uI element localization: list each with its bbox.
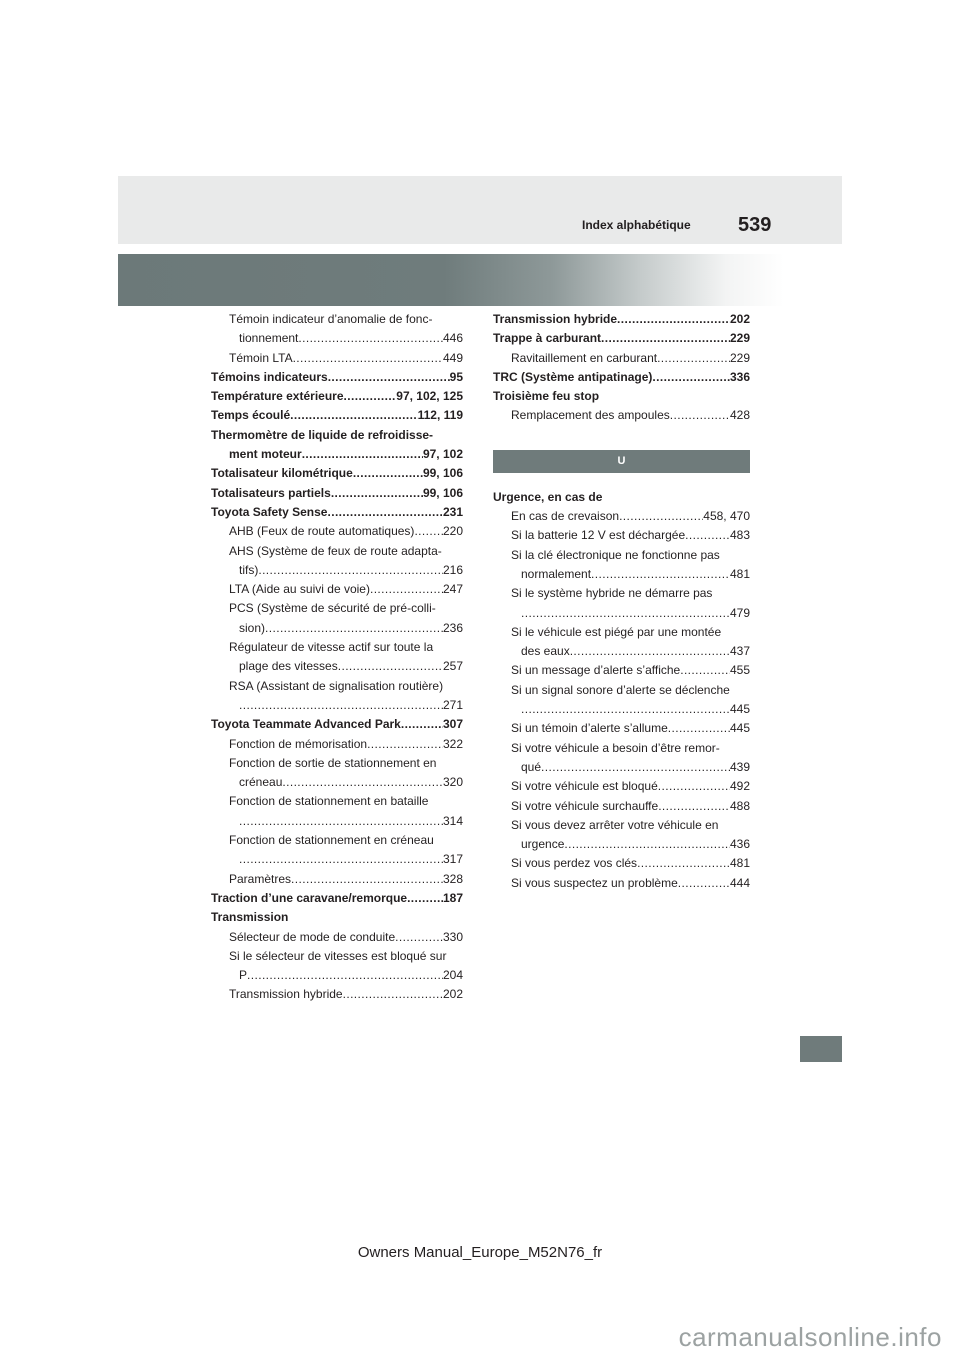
dot-leader <box>414 522 443 541</box>
index-entry <box>211 985 463 1004</box>
entry-term: Totalisateurs partiels <box>211 485 331 500</box>
dot-leader <box>619 507 703 526</box>
entry-term: sion) <box>239 620 266 635</box>
entry-term: Régulateur de vitesse actif sur toute la <box>229 640 434 655</box>
index-entry <box>493 507 750 526</box>
index-entry <box>493 816 750 835</box>
index-entry <box>211 426 463 445</box>
dot-leader <box>570 642 730 661</box>
entry-page-ref: 458, 470 <box>703 509 750 524</box>
dot-leader <box>353 464 423 483</box>
dot-leader <box>338 657 443 676</box>
index-entry <box>211 484 463 503</box>
entry-page-ref: 229 <box>729 350 750 365</box>
dot-leader <box>331 484 423 503</box>
entry-page-ref: 436 <box>729 837 750 852</box>
index-entry <box>493 719 750 738</box>
dot-leader <box>591 565 730 584</box>
dot-leader <box>685 526 730 545</box>
entry-term: créneau <box>239 775 283 790</box>
index-entry <box>211 754 463 773</box>
entry-page-ref: 202 <box>442 987 463 1002</box>
dot-leader <box>564 835 730 854</box>
dot-leader <box>282 773 443 792</box>
entry-page-ref: 483 <box>729 528 750 543</box>
dot-leader <box>239 850 443 869</box>
index-entry <box>493 700 750 719</box>
entry-page-ref: 449 <box>442 350 463 365</box>
index-entry <box>493 758 750 777</box>
page-header-band <box>118 176 842 244</box>
entry-term: Si vous perdez vos clés <box>511 856 638 871</box>
entry-page-ref: 307 <box>442 717 463 732</box>
entry-page-ref: 99, 106 <box>422 466 463 481</box>
index-entry <box>493 546 750 565</box>
dot-leader <box>265 619 443 638</box>
dot-leader <box>407 889 443 908</box>
entry-page-ref: 112, 119 <box>417 408 463 423</box>
entry-term: Trappe à carburant <box>493 331 602 346</box>
dot-leader <box>293 349 443 368</box>
entry-page-ref: 202 <box>729 312 750 326</box>
entry-term: Fonction de stationnement en bataille <box>229 794 429 809</box>
entry-page-ref: 330 <box>442 929 463 944</box>
dot-leader <box>370 580 443 599</box>
header-gradient-band <box>118 254 842 306</box>
dot-leader <box>601 329 730 348</box>
entry-term: plage des vitesses <box>239 659 338 674</box>
manual-footer: Owners Manual_Europe_M52N76_fr <box>357 1244 603 1261</box>
dot-leader <box>617 310 730 329</box>
entry-term: Fonction de sortie de stationnement en <box>229 755 437 770</box>
entry-page-ref: 479 <box>729 605 750 620</box>
entry-term: Si le sélecteur de vitesses est bloqué sur <box>229 948 447 963</box>
dot-leader <box>670 406 730 425</box>
entry-page-ref: 220 <box>442 524 463 539</box>
entry-page-ref: 322 <box>442 736 463 751</box>
index-entry <box>493 777 750 796</box>
entry-page-ref: 481 <box>729 856 750 871</box>
entry-term: normalement <box>521 566 592 581</box>
entry-page-ref: 229 <box>729 331 750 346</box>
index-entry <box>211 696 463 715</box>
letter-section-header: U <box>493 450 750 473</box>
entry-page-ref: 95 <box>449 369 463 384</box>
index-entry <box>493 329 750 348</box>
entry-term: RSA (Assistant de signalisation routière) <box>229 678 444 693</box>
index-entry <box>211 715 463 734</box>
entry-term: Si vous devez arrêter votre véhicule en <box>511 817 719 832</box>
index-entry <box>211 561 463 580</box>
entry-term: Transmission hybride <box>493 312 618 326</box>
index-entry <box>211 406 463 425</box>
entry-term: Si votre véhicule a besoin d’être remor- <box>511 740 720 755</box>
entry-page-ref: 257 <box>442 659 463 674</box>
index-entry <box>211 464 463 483</box>
dot-leader <box>652 368 730 387</box>
dot-leader <box>367 735 443 754</box>
index-entry <box>211 735 463 754</box>
index-entry <box>211 599 463 618</box>
entry-term: Si la clé électronique ne fonctionne pas <box>511 547 720 562</box>
entry-page-ref: 328 <box>442 871 463 886</box>
entry-term: Transmission hybride <box>229 987 343 1002</box>
dot-leader <box>395 928 443 947</box>
entry-page-ref: 446 <box>442 331 463 346</box>
index-entry <box>493 623 750 642</box>
entry-term: Paramètres <box>229 871 292 886</box>
entry-page-ref: 231 <box>442 504 463 519</box>
dot-leader <box>327 503 442 522</box>
entry-page-ref: 216 <box>442 562 463 577</box>
index-entry <box>211 310 463 329</box>
dot-leader <box>291 870 443 889</box>
index-entry <box>211 638 463 657</box>
page-number: 539 <box>738 214 772 236</box>
entry-term: Si le système hybride ne démarre pas <box>511 586 713 601</box>
entry-term: Toyota Safety Sense <box>211 504 328 519</box>
index-entry <box>211 870 463 889</box>
index-entry <box>211 657 463 676</box>
entry-page-ref: 317 <box>442 852 463 867</box>
entry-term: Fonction de mémorisation <box>229 736 368 751</box>
entry-page-ref: 236 <box>442 620 463 635</box>
index-column-left <box>211 310 463 1005</box>
dot-leader <box>678 874 730 893</box>
dot-leader <box>637 854 730 873</box>
entry-page-ref: 314 <box>442 813 463 828</box>
index-entry <box>211 445 463 464</box>
entry-page-ref: 99, 106 <box>422 485 463 500</box>
dot-leader <box>343 985 443 1004</box>
entry-term: LTA (Aide au suivi de voie) <box>229 582 370 597</box>
entry-page-ref: 97, 102, 125 <box>396 389 463 404</box>
dot-leader <box>258 561 443 580</box>
entry-page-ref: 481 <box>729 566 750 581</box>
index-entry <box>211 908 463 927</box>
chapter-tab-marker <box>800 1036 842 1062</box>
index-group-t <box>493 310 750 426</box>
dot-leader <box>247 966 443 985</box>
dot-leader <box>401 715 443 734</box>
entry-term: Si votre véhicule est bloqué <box>511 779 658 794</box>
index-entry <box>211 773 463 792</box>
entry-term: Totalisateur kilométrique <box>211 466 353 481</box>
index-entry <box>211 889 463 908</box>
entry-page-ref: 320 <box>442 775 463 790</box>
dot-leader <box>657 349 730 368</box>
entry-page-ref: 437 <box>729 644 750 659</box>
entry-term: Temps écoulé <box>211 408 291 423</box>
index-entry <box>211 542 463 561</box>
index-entry <box>211 368 463 387</box>
index-entry <box>493 368 750 387</box>
entry-term: Si vous suspectez un problème <box>511 875 678 890</box>
dot-leader <box>290 406 417 425</box>
index-entry <box>493 584 750 603</box>
index-entry <box>211 522 463 541</box>
entry-term: Si la batterie 12 V est déchargée <box>511 528 686 543</box>
index-entry <box>493 681 750 700</box>
index-entry <box>493 488 750 507</box>
entry-term: Si un signal sonore d’alerte se déclenche <box>511 682 730 697</box>
index-entry <box>211 792 463 811</box>
index-entry <box>211 619 463 638</box>
entry-term: ment moteur <box>229 447 302 462</box>
entry-page-ref: 445 <box>729 702 750 717</box>
entry-term: Témoin indicateur d’anomalie de fonc- <box>229 312 433 326</box>
index-entry <box>211 349 463 368</box>
entry-page-ref: 247 <box>442 582 463 597</box>
index-entry <box>211 387 463 406</box>
entry-term: Remplacement des ampoules <box>511 408 670 423</box>
entry-term: Fonction de stationnement en créneau <box>229 833 434 848</box>
index-entry <box>493 565 750 584</box>
entry-term: urgence <box>521 837 565 852</box>
index-entry <box>493 854 750 873</box>
index-entry <box>493 349 750 368</box>
index-entry <box>211 850 463 869</box>
entry-page-ref: 428 <box>729 408 750 423</box>
index-entry <box>211 966 463 985</box>
dot-leader <box>302 445 423 464</box>
dot-leader <box>328 368 450 387</box>
entry-term: TRC (Système antipatinage) <box>493 369 653 384</box>
dot-leader <box>298 329 443 348</box>
entry-term: Si votre véhicule surchauffe <box>511 798 659 813</box>
index-entry <box>211 831 463 850</box>
index-entry <box>493 406 750 425</box>
entry-term: Si un message d’alerte s’affiche <box>511 663 681 678</box>
index-entry <box>493 661 750 680</box>
entry-term: Thermomètre de liquide de refroidisse- <box>211 427 434 442</box>
index-entry <box>211 329 463 348</box>
entry-term: qué <box>521 759 542 774</box>
entry-term: Témoin LTA <box>229 350 293 365</box>
index-entry <box>211 928 463 947</box>
index-entry <box>211 947 463 966</box>
entry-term: Toyota Teammate Advanced Park <box>211 717 401 732</box>
section-title: Index alphabétique <box>582 218 691 232</box>
dot-leader <box>239 696 443 715</box>
index-group-u <box>493 488 750 893</box>
dot-leader <box>541 758 730 777</box>
entry-term: Sélecteur de mode de conduite <box>229 929 396 944</box>
entry-page-ref: 97, 102 <box>422 447 463 462</box>
index-entry <box>493 835 750 854</box>
entry-term: Troisième feu stop <box>493 389 600 404</box>
entry-term: Témoins indicateurs <box>211 369 328 384</box>
entry-term: Si le véhicule est piégé par une montée <box>511 624 722 639</box>
index-entry <box>493 797 750 816</box>
entry-term: En cas de crevaison <box>511 509 620 524</box>
entry-page-ref: 271 <box>442 697 463 712</box>
entry-page-ref: 455 <box>729 663 750 678</box>
index-entry <box>493 642 750 661</box>
entry-term: Urgence, en cas de <box>493 489 603 504</box>
dot-leader <box>521 604 730 623</box>
entry-term: des eaux <box>521 644 570 659</box>
entry-term: Si un témoin d’alerte s’allume <box>511 721 668 736</box>
watermark: carmanualsonline.info <box>678 1322 942 1352</box>
dot-leader <box>658 797 730 816</box>
entry-page-ref: 444 <box>729 875 750 890</box>
entry-term: P <box>239 968 248 983</box>
entry-page-ref: 488 <box>729 798 750 813</box>
index-entry <box>493 526 750 545</box>
entry-term: PCS (Système de sécurité de pré-colli- <box>229 601 436 616</box>
entry-page-ref: 336 <box>729 369 750 384</box>
entry-page-ref: 439 <box>729 759 750 774</box>
entry-page-ref: 187 <box>442 890 463 905</box>
dot-leader <box>658 777 730 796</box>
index-entry <box>211 580 463 599</box>
index-entry <box>211 812 463 831</box>
index-entry <box>493 739 750 758</box>
dot-leader <box>344 387 397 406</box>
entry-page-ref: 445 <box>729 721 750 736</box>
index-entry <box>493 310 750 329</box>
entry-term: tionnement <box>239 331 299 346</box>
entry-term: Transmission <box>211 910 289 925</box>
entry-term: AHB (Feux de route automatiques) <box>229 524 415 539</box>
entry-term: Traction d’une caravane/remorque <box>211 890 408 905</box>
index-entry <box>211 503 463 522</box>
dot-leader <box>239 812 443 831</box>
index-entry <box>211 677 463 696</box>
index-column-right <box>493 310 750 893</box>
dot-leader <box>680 661 730 680</box>
entry-page-ref: 204 <box>442 968 463 983</box>
entry-page-ref: 492 <box>729 779 750 794</box>
index-entry <box>493 604 750 623</box>
entry-term: Température extérieure <box>211 389 344 404</box>
entry-term: AHS (Système de feux de route adapta- <box>229 543 442 558</box>
entry-term: tifs) <box>239 562 259 577</box>
index-entry <box>493 387 750 406</box>
index-entry <box>493 874 750 893</box>
entry-term: Ravitaillement en carburant <box>511 350 658 365</box>
dot-leader <box>668 719 730 738</box>
dot-leader <box>521 700 730 719</box>
